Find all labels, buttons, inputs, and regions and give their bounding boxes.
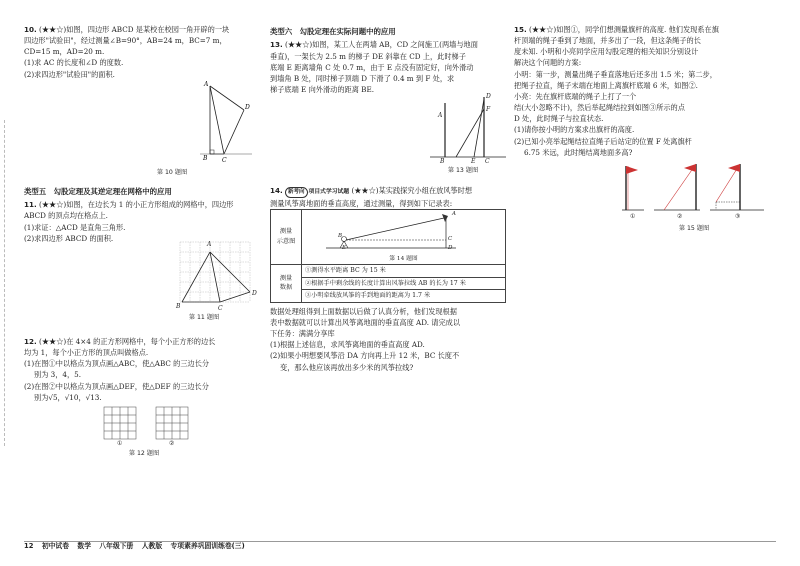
difficulty-stars: (★★☆) <box>39 336 67 346</box>
fig-label: B <box>203 154 208 162</box>
sub-question: (1)求证：△ACD 是直角三角形. <box>24 222 126 232</box>
fig-label: B <box>440 158 445 166</box>
edition: 人教版 <box>141 542 163 551</box>
figure-caption: 第 10 题图 <box>156 168 188 176</box>
fig-label: D <box>245 103 250 111</box>
fig-label: B <box>338 232 343 239</box>
column-right <box>514 24 776 238</box>
fig-label: C <box>218 304 223 312</box>
fig-label: A <box>204 80 209 88</box>
question-text: 下任务：满满分享库 <box>270 329 335 339</box>
fig-label: ① <box>117 439 123 447</box>
difficulty-stars: (★★☆) <box>285 40 313 50</box>
fig-label: ② <box>677 212 683 220</box>
table-cell: ③小明牵线放风筝的手到地面的距离为 1.7 米 <box>302 290 506 303</box>
sub-question: (1)在图①中以格点为顶点画△ABC，使△ABC 的三边长分 <box>24 359 210 369</box>
sub-question: (1)求 AC 的长度和∠D 的度数. <box>24 58 124 68</box>
fig-label: ② <box>169 439 175 447</box>
sub-question: (1)请你按小明的方案求出旗杆的高度. <box>514 125 635 135</box>
figure-caption: 第 14 题图 <box>389 255 418 262</box>
sub-question: (2)已知小亮举起绳结拉直绳子后站定的位置 F 处离旗杆 <box>514 136 692 146</box>
question-10 <box>24 24 260 180</box>
section-heading: 类型六 勾股定理在实际问题中的应用 <box>270 27 396 36</box>
grid-figure <box>24 238 260 310</box>
question-15 <box>514 24 776 236</box>
sub-question: 别为√5，√10，√13. <box>34 392 102 402</box>
diagram-cell <box>302 209 506 264</box>
question-text: 解决这个问题的方案: <box>514 58 582 68</box>
question-text: 底端 E 距离墙角 C 处 0.7 m，由于 E 点没有固定好，向外滑动 <box>270 62 474 72</box>
table-row-header: 测量 数据 <box>271 264 302 302</box>
question-text: 测量风筝离地面的垂直高度，通过测量，得到如下记录表: <box>270 198 453 208</box>
sub-question: 别为 3，4，5. <box>34 370 82 380</box>
figure-10 <box>24 80 260 180</box>
table-row-header: 测量 示意图 <box>271 209 302 264</box>
fig-label: D <box>252 289 257 297</box>
question-text: 在 4×4 的正方形网格中，每个小正方形的边长 <box>66 336 216 346</box>
fig-label: A <box>452 210 456 217</box>
fig-label: C <box>448 235 453 242</box>
question-text: CD=15 m，AD=20 m. <box>24 47 105 57</box>
question-text: 结(大小忽略不计)，然后举起绳结拉到如图③所示的点 <box>514 103 685 113</box>
section-heading: 类型五 勾股定理及其逆定理在网格中的应用 <box>24 186 172 196</box>
fig-label: ① <box>630 212 636 220</box>
table-row <box>271 290 506 303</box>
question-text: 小明：第一步，测量出绳子垂直落地后还多出 1.5 米；第二步， <box>514 69 717 79</box>
sub-question: 6.75 米远，此时绳结离地面多高? <box>524 147 633 157</box>
figure-caption: 第 15 题图 <box>678 224 710 232</box>
figure-caption: 第 11 题图 <box>188 313 220 321</box>
sub-question: (1)根据上述信息，求风筝离地面的垂直高度 AD. <box>270 340 425 350</box>
grade: 八年级下册 <box>99 542 134 551</box>
fig-label: E <box>471 158 476 166</box>
grid-pair-figure <box>24 405 260 449</box>
question-text: 数据处理组得到上面数据以后做了认真分析，他们发现根据 <box>270 306 457 316</box>
question-tag: 项目式学习试题 <box>308 189 350 196</box>
fig-label: B <box>176 302 181 310</box>
question-12 <box>24 336 260 459</box>
figure-12 <box>24 403 260 459</box>
binding-margin-line <box>4 120 5 446</box>
question-number: 14. <box>270 186 283 196</box>
book-title: 初中试卷 <box>41 542 70 551</box>
sub-question: (2)如果小明想要风筝沿 DA 方向再上升 12 米，BC 长度不 <box>270 351 460 361</box>
question-text: 垂直)，一架长为 2.5 m 的梯子 DE 斜靠在 CD 上，此时梯子 <box>270 51 466 61</box>
difficulty-stars: (★★☆) <box>529 25 557 34</box>
column-middle <box>270 24 508 375</box>
question-text: D 处，此时绳子与拉直状态. <box>514 114 604 124</box>
question-text: 小亮：先在旗杆底端的绳子上打了一个 <box>514 91 637 101</box>
fig-label: D <box>448 244 453 251</box>
question-text: 如图，四边形 ABCD 是某校在校园一角开辟的一块 <box>66 25 230 34</box>
question-text: 表中数据就可以计算出风筝离地面的垂直高度 AD. 请完成以 <box>270 317 461 327</box>
question-text: 把绳子拉直，绳子末端在地面上离旗杆底端 6 米，如图②. <box>514 80 698 90</box>
sub-question: 变，那么他应该再放出多少米的风筝拉线? <box>280 362 414 372</box>
question-14 <box>270 185 508 372</box>
question-text: 如图，在边长为 1 的小正方形组成的网格中，四边形 <box>66 200 234 210</box>
fig-label: ③ <box>735 212 741 220</box>
question-text: 四边形"试验田"，经过测量∠B=90°，AB=24 m，BC=7 m， <box>24 36 227 46</box>
sub-question: (2)在图②中以格点为顶点画△DEF，使△DEF 的三边长分 <box>24 381 209 391</box>
figure-13 <box>270 95 508 175</box>
figure-caption: 第 12 题图 <box>128 449 160 457</box>
quadrilateral-figure <box>24 80 260 170</box>
question-text: 均为 1，每个小正方形的顶点叫做格点. <box>24 348 149 358</box>
question-text: ABCD 的顶点均在格点上. <box>24 211 108 221</box>
difficulty-stars: (★★☆) <box>351 186 379 196</box>
question-number: 11. <box>24 200 37 210</box>
table-cell: ①测得水平距离 BC 为 15 米 <box>302 264 506 277</box>
question-number: 13. <box>270 40 283 50</box>
question-number: 10. <box>24 25 37 34</box>
page-footer <box>24 541 251 552</box>
sub-question: (2)求四边形 ABCD 的面积. <box>24 233 114 243</box>
question-text: 如图①，同学们想测量旗杆的高度. 他们发现系在旗 <box>556 25 719 34</box>
question-11 <box>24 199 260 324</box>
difficulty-stars: (★★☆) <box>39 200 67 210</box>
fig-label: F <box>486 106 491 114</box>
question-13 <box>270 39 508 175</box>
subject: 数学 <box>77 542 91 551</box>
difficulty-stars: (★★☆) <box>39 25 67 34</box>
column-left <box>24 24 260 461</box>
question-number: 15. <box>514 25 527 34</box>
fig-label: D <box>486 93 491 101</box>
fig-label: C <box>485 158 490 166</box>
table-cell: ②根据手中剩余线的长度计算出风筝拉线 AB 的长为 17 米 <box>302 277 506 290</box>
sub-question: (2)求四边形"试验田"的面积. <box>24 69 115 79</box>
figure-caption: 第 13 题图 <box>447 167 479 175</box>
fig-label: A <box>207 240 212 248</box>
figure-11 <box>24 240 260 324</box>
fig-label: C <box>222 156 227 164</box>
table-row <box>271 209 506 264</box>
question-text: 度未知. 小明和小亮同学应用勾股定理的相关知识分别设计 <box>514 47 699 57</box>
table-row <box>271 277 506 290</box>
page-number: 12 <box>24 542 34 551</box>
question-text: 杆顶端的绳子垂到了地面，并多出了一段，但这条绳子的长 <box>514 36 701 46</box>
kite-diagram <box>306 212 506 258</box>
question-number: 12. <box>24 336 37 346</box>
fig-label: A <box>438 112 443 120</box>
new-direction-badge: 新考向 <box>285 187 308 198</box>
question-text: 到墙角 B 处，同时梯子顶端 D 下滑了 0.4 m 到 F 处，求 <box>270 73 455 83</box>
fig-label: E <box>342 244 347 251</box>
unit-title: 专项素养巩固训练卷(三) <box>170 542 245 551</box>
question-text: 梯子底端 E 向外滑动的距离 BE. <box>270 85 374 95</box>
table-row <box>271 264 506 277</box>
question-text: 某实践探究小组在放风筝时想 <box>378 186 473 196</box>
question-text: 如图，某工人在两墙 AB，CD 之间施工(两墙与地面 <box>312 40 478 50</box>
figure-15 <box>514 158 776 236</box>
record-table <box>270 209 506 303</box>
